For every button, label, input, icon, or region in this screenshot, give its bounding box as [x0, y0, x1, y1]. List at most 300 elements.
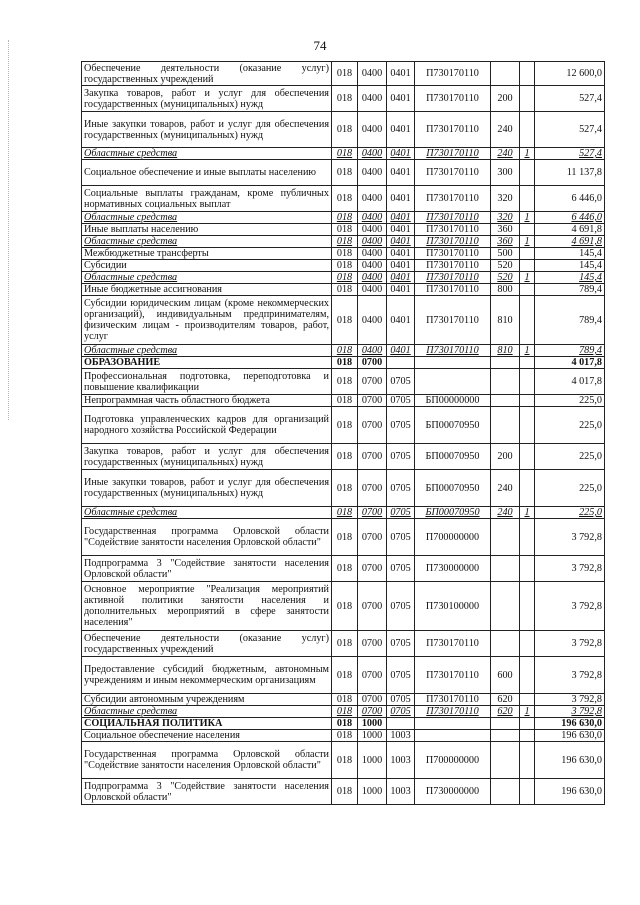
table-row	[82, 160, 605, 186]
row-amount: 3 792,8	[535, 657, 605, 694]
margin-scan-line	[8, 40, 10, 420]
row-target-article: БП00070950	[415, 444, 491, 470]
table-row	[82, 148, 605, 160]
budget-table	[81, 61, 605, 805]
row-target-article: П730170110	[415, 272, 491, 284]
table-row	[82, 296, 605, 345]
row-target-article: П730170110	[415, 86, 491, 112]
row-ved-code: 018	[332, 224, 358, 236]
row-expense-type	[491, 582, 520, 631]
row-funding-source	[520, 186, 535, 212]
row-target-article: П730170110	[415, 112, 491, 148]
row-ved-code: 018	[332, 160, 358, 186]
row-subsection-code: 0705	[387, 519, 415, 556]
row-target-article: П730000000	[415, 779, 491, 805]
row-expense-type: 200	[491, 86, 520, 112]
row-expense-type: 240	[491, 112, 520, 148]
table-row	[82, 407, 605, 444]
row-section-code: 0400	[358, 62, 387, 86]
row-target-article	[415, 369, 491, 395]
row-subsection-code	[387, 718, 415, 730]
row-section-code: 0700	[358, 395, 387, 407]
row-name: Субсидии	[82, 260, 332, 272]
row-name: Областные средства	[82, 212, 332, 224]
row-name: Социальное обеспечение и иные выплаты населению	[82, 160, 332, 186]
row-expense-type: 600	[491, 657, 520, 694]
row-ved-code: 018	[332, 718, 358, 730]
row-subsection-code: 0401	[387, 236, 415, 248]
row-funding-source	[520, 519, 535, 556]
row-subsection-code: 0401	[387, 160, 415, 186]
row-name: Предоставление субсидий бюджетным, автономным учреждениям и иным некоммерческим организациям	[82, 657, 332, 694]
table-row	[82, 779, 605, 805]
row-expense-type: 320	[491, 212, 520, 224]
row-expense-type	[491, 779, 520, 805]
row-target-article: П730170110	[415, 631, 491, 657]
row-funding-source	[520, 62, 535, 86]
row-target-article: П730170110	[415, 186, 491, 212]
row-expense-type: 620	[491, 694, 520, 706]
row-subsection-code: 0401	[387, 272, 415, 284]
row-expense-type: 520	[491, 260, 520, 272]
row-subsection-code: 0705	[387, 657, 415, 694]
row-section-code: 0400	[358, 260, 387, 272]
row-funding-source	[520, 742, 535, 779]
row-section-code: 1000	[358, 742, 387, 779]
row-target-article	[415, 718, 491, 730]
row-funding-source	[520, 407, 535, 444]
row-funding-source: 1	[520, 212, 535, 224]
row-amount: 6 446,0	[535, 212, 605, 224]
row-ved-code: 018	[332, 236, 358, 248]
row-name: Межбюджетные трансферты	[82, 248, 332, 260]
table-row	[82, 248, 605, 260]
row-name: Непрограммная часть областного бюджета	[82, 395, 332, 407]
row-name: Профессиональная подготовка, переподготовка и повышение квалификации	[82, 369, 332, 395]
row-subsection-code: 0705	[387, 694, 415, 706]
row-ved-code: 018	[332, 148, 358, 160]
row-section-code: 0700	[358, 706, 387, 718]
row-expense-type: 520	[491, 272, 520, 284]
row-funding-source: 1	[520, 345, 535, 357]
row-ved-code: 018	[332, 694, 358, 706]
row-name: Субсидии автономным учреждениям	[82, 694, 332, 706]
row-section-code: 0700	[358, 657, 387, 694]
row-expense-type: 320	[491, 186, 520, 212]
row-expense-type	[491, 556, 520, 582]
table-row	[82, 260, 605, 272]
table-row	[82, 224, 605, 236]
row-ved-code: 018	[332, 519, 358, 556]
row-target-article: П730170110	[415, 236, 491, 248]
row-funding-source	[520, 395, 535, 407]
table-row	[82, 86, 605, 112]
row-amount: 225,0	[535, 444, 605, 470]
row-subsection-code: 0705	[387, 444, 415, 470]
row-expense-type	[491, 718, 520, 730]
row-funding-source	[520, 369, 535, 395]
row-section-code: 0700	[358, 519, 387, 556]
row-ved-code: 018	[332, 357, 358, 369]
row-amount: 196 630,0	[535, 742, 605, 779]
row-subsection-code: 0705	[387, 395, 415, 407]
row-target-article: П730170110	[415, 148, 491, 160]
row-funding-source	[520, 444, 535, 470]
row-target-article	[415, 730, 491, 742]
row-expense-type: 360	[491, 224, 520, 236]
row-amount: 12 600,0	[535, 62, 605, 86]
row-expense-type: 810	[491, 345, 520, 357]
row-name: Областные средства	[82, 507, 332, 519]
row-ved-code: 018	[332, 444, 358, 470]
row-funding-source	[520, 730, 535, 742]
row-section-code: 0700	[358, 369, 387, 395]
row-name: Подпрограмма 3 "Содействие занятости населения Орловской области"	[82, 556, 332, 582]
row-section-code: 0700	[358, 582, 387, 631]
row-funding-source: 1	[520, 236, 535, 248]
row-amount: 225,0	[535, 407, 605, 444]
row-section-code: 0700	[358, 507, 387, 519]
row-section-code: 0700	[358, 407, 387, 444]
row-section-code: 0400	[358, 272, 387, 284]
row-ved-code: 018	[332, 62, 358, 86]
row-funding-source	[520, 86, 535, 112]
row-ved-code: 018	[332, 706, 358, 718]
row-section-code: 0400	[358, 86, 387, 112]
row-expense-type: 800	[491, 284, 520, 296]
table-row	[82, 357, 605, 369]
row-section-code: 0700	[358, 556, 387, 582]
row-subsection-code: 0705	[387, 470, 415, 507]
row-subsection-code: 0401	[387, 186, 415, 212]
row-amount: 789,4	[535, 296, 605, 345]
row-funding-source: 1	[520, 706, 535, 718]
row-amount: 196 630,0	[535, 718, 605, 730]
row-section-code: 0700	[358, 631, 387, 657]
row-amount: 6 446,0	[535, 186, 605, 212]
table-row	[82, 112, 605, 148]
row-name: Иные закупки товаров, работ и услуг для обеспечения государственных (муниципальных) нужд	[82, 112, 332, 148]
table-row	[82, 718, 605, 730]
row-section-code: 0700	[358, 694, 387, 706]
row-name: Социальное обеспечение населения	[82, 730, 332, 742]
row-section-code: 0400	[358, 212, 387, 224]
row-ved-code: 018	[332, 296, 358, 345]
table-row	[82, 507, 605, 519]
row-section-code: 0400	[358, 160, 387, 186]
row-subsection-code: 0401	[387, 248, 415, 260]
row-name: Обеспечение деятельности (оказание услуг) государственных учреждений	[82, 631, 332, 657]
row-name: ОБРАЗОВАНИЕ	[82, 357, 332, 369]
row-amount: 527,4	[535, 86, 605, 112]
row-target-article: П730170110	[415, 212, 491, 224]
row-amount: 3 792,8	[535, 694, 605, 706]
row-name: Областные средства	[82, 148, 332, 160]
row-expense-type	[491, 357, 520, 369]
row-target-article	[415, 357, 491, 369]
row-expense-type	[491, 62, 520, 86]
row-target-article: П730170110	[415, 260, 491, 272]
row-subsection-code: 1003	[387, 742, 415, 779]
table-row	[82, 186, 605, 212]
row-subsection-code: 0705	[387, 369, 415, 395]
row-section-code: 0400	[358, 345, 387, 357]
row-name: Закупка товаров, работ и услуг для обеспечения государственных (муниципальных) нужд	[82, 86, 332, 112]
row-target-article: П700000000	[415, 742, 491, 779]
table-row	[82, 236, 605, 248]
row-target-article: БП00000000	[415, 395, 491, 407]
row-target-article: П730170110	[415, 224, 491, 236]
row-funding-source	[520, 284, 535, 296]
row-expense-type: 300	[491, 160, 520, 186]
row-funding-source	[520, 112, 535, 148]
row-ved-code: 018	[332, 730, 358, 742]
table-row	[82, 730, 605, 742]
row-name: Закупка товаров, работ и услуг для обеспечения государственных (муниципальных) нужд	[82, 444, 332, 470]
row-amount: 527,4	[535, 112, 605, 148]
row-target-article: П730170110	[415, 706, 491, 718]
row-subsection-code: 0401	[387, 148, 415, 160]
row-funding-source	[520, 296, 535, 345]
row-section-code: 0400	[358, 186, 387, 212]
table-row	[82, 582, 605, 631]
row-amount: 4 017,8	[535, 369, 605, 395]
row-ved-code: 018	[332, 631, 358, 657]
table-row	[82, 742, 605, 779]
table-row	[82, 62, 605, 86]
row-expense-type	[491, 730, 520, 742]
row-target-article: П730100000	[415, 582, 491, 631]
row-subsection-code: 0705	[387, 582, 415, 631]
row-section-code: 1000	[358, 779, 387, 805]
row-amount: 11 137,8	[535, 160, 605, 186]
row-ved-code: 018	[332, 657, 358, 694]
row-ved-code: 018	[332, 742, 358, 779]
row-subsection-code: 0705	[387, 407, 415, 444]
row-subsection-code: 0401	[387, 86, 415, 112]
row-expense-type: 810	[491, 296, 520, 345]
row-expense-type	[491, 742, 520, 779]
row-subsection-code: 0401	[387, 224, 415, 236]
row-name: Подпрограмма 3 "Содействие занятости населения Орловской области"	[82, 779, 332, 805]
table-row	[82, 272, 605, 284]
row-expense-type	[491, 519, 520, 556]
row-section-code: 0700	[358, 470, 387, 507]
row-ved-code: 018	[332, 284, 358, 296]
row-target-article: П730000000	[415, 556, 491, 582]
table-row	[82, 212, 605, 224]
row-funding-source	[520, 260, 535, 272]
row-target-article: БП00070950	[415, 407, 491, 444]
row-funding-source	[520, 582, 535, 631]
row-ved-code: 018	[332, 779, 358, 805]
row-name: Областные средства	[82, 345, 332, 357]
budget-table-body	[82, 62, 605, 805]
row-funding-source	[520, 718, 535, 730]
table-row	[82, 631, 605, 657]
row-funding-source	[520, 779, 535, 805]
row-name: Иные выплаты населению	[82, 224, 332, 236]
row-funding-source	[520, 224, 535, 236]
row-expense-type: 240	[491, 148, 520, 160]
row-ved-code: 018	[332, 112, 358, 148]
row-target-article: П730170110	[415, 284, 491, 296]
table-row	[82, 519, 605, 556]
row-funding-source	[520, 160, 535, 186]
row-amount: 225,0	[535, 470, 605, 507]
table-row	[82, 706, 605, 718]
row-section-code: 0400	[358, 296, 387, 345]
row-name: Социальные выплаты гражданам, кроме публичных нормативных социальных выплат	[82, 186, 332, 212]
row-section-code: 0400	[358, 112, 387, 148]
row-subsection-code: 1003	[387, 730, 415, 742]
row-amount: 3 792,8	[535, 582, 605, 631]
row-amount: 3 792,8	[535, 556, 605, 582]
row-amount: 145,4	[535, 260, 605, 272]
row-subsection-code: 0401	[387, 260, 415, 272]
row-ved-code: 018	[332, 345, 358, 357]
row-subsection-code: 0401	[387, 62, 415, 86]
table-row	[82, 395, 605, 407]
row-expense-type	[491, 631, 520, 657]
row-name: СОЦИАЛЬНАЯ ПОЛИТИКА	[82, 718, 332, 730]
row-name: Государственная программа Орловской области "Содействие занятости населения Орловской области"	[82, 742, 332, 779]
row-amount: 225,0	[535, 507, 605, 519]
table-row	[82, 556, 605, 582]
row-target-article: П730170110	[415, 345, 491, 357]
row-amount: 225,0	[535, 395, 605, 407]
row-section-code: 0400	[358, 236, 387, 248]
table-row	[82, 470, 605, 507]
row-target-article: П730170110	[415, 694, 491, 706]
row-funding-source	[520, 694, 535, 706]
row-funding-source: 1	[520, 148, 535, 160]
row-section-code: 0400	[358, 248, 387, 260]
row-section-code: 0400	[358, 284, 387, 296]
row-ved-code: 018	[332, 470, 358, 507]
row-ved-code: 018	[332, 395, 358, 407]
row-subsection-code: 1003	[387, 779, 415, 805]
row-amount: 789,4	[535, 284, 605, 296]
row-name: Иные закупки товаров, работ и услуг для обеспечения государственных (муниципальных) нужд	[82, 470, 332, 507]
row-amount: 196 630,0	[535, 730, 605, 742]
row-ved-code: 018	[332, 212, 358, 224]
row-expense-type: 200	[491, 444, 520, 470]
row-target-article: П730170110	[415, 62, 491, 86]
row-name: Областные средства	[82, 272, 332, 284]
row-amount: 4 691,8	[535, 236, 605, 248]
row-funding-source: 1	[520, 507, 535, 519]
row-target-article: П730170110	[415, 248, 491, 260]
row-amount: 527,4	[535, 148, 605, 160]
row-target-article: БП00070950	[415, 470, 491, 507]
row-amount: 3 792,8	[535, 631, 605, 657]
row-target-article: БП00070950	[415, 507, 491, 519]
row-section-code: 1000	[358, 718, 387, 730]
row-ved-code: 018	[332, 369, 358, 395]
row-expense-type: 240	[491, 507, 520, 519]
table-row	[82, 694, 605, 706]
row-expense-type	[491, 395, 520, 407]
row-funding-source	[520, 556, 535, 582]
row-funding-source	[520, 248, 535, 260]
row-ved-code: 018	[332, 86, 358, 112]
row-subsection-code: 0401	[387, 212, 415, 224]
row-name: Областные средства	[82, 706, 332, 718]
row-name: Обеспечение деятельности (оказание услуг) государственных учреждений	[82, 62, 332, 86]
row-subsection-code	[387, 357, 415, 369]
row-ved-code: 018	[332, 186, 358, 212]
row-expense-type: 620	[491, 706, 520, 718]
row-expense-type: 360	[491, 236, 520, 248]
row-section-code: 1000	[358, 730, 387, 742]
row-ved-code: 018	[332, 260, 358, 272]
row-amount: 789,4	[535, 345, 605, 357]
row-ved-code: 018	[332, 272, 358, 284]
row-amount: 3 792,8	[535, 519, 605, 556]
table-row	[82, 444, 605, 470]
row-ved-code: 018	[332, 507, 358, 519]
row-subsection-code: 0705	[387, 507, 415, 519]
row-target-article: П730170110	[415, 296, 491, 345]
row-funding-source	[520, 657, 535, 694]
row-amount: 3 792,8	[535, 706, 605, 718]
row-name: Областные средства	[82, 236, 332, 248]
row-name: Государственная программа Орловской области "Содействие занятости населения Орловской области"	[82, 519, 332, 556]
table-row	[82, 345, 605, 357]
row-expense-type	[491, 369, 520, 395]
row-expense-type	[491, 407, 520, 444]
row-section-code: 0400	[358, 224, 387, 236]
row-ved-code: 018	[332, 248, 358, 260]
row-subsection-code: 0401	[387, 284, 415, 296]
row-name: Основное мероприятие "Реализация мероприятий активной политики занятости населения и дополнительных мероприятий в сфере занятости населения"	[82, 582, 332, 631]
row-target-article: П730170110	[415, 160, 491, 186]
row-amount: 145,4	[535, 272, 605, 284]
row-ved-code: 018	[332, 407, 358, 444]
row-section-code: 0700	[358, 444, 387, 470]
table-row	[82, 369, 605, 395]
row-amount: 4 691,8	[535, 224, 605, 236]
row-ved-code: 018	[332, 582, 358, 631]
row-subsection-code: 0705	[387, 706, 415, 718]
row-subsection-code: 0401	[387, 112, 415, 148]
row-funding-source	[520, 357, 535, 369]
row-target-article: П700000000	[415, 519, 491, 556]
table-row	[82, 657, 605, 694]
row-amount: 4 017,8	[535, 357, 605, 369]
row-subsection-code: 0705	[387, 631, 415, 657]
row-name: Подготовка управленческих кадров для организаций народного хозяйства Российской Федерации	[82, 407, 332, 444]
row-funding-source	[520, 631, 535, 657]
table-row	[82, 284, 605, 296]
row-subsection-code: 0401	[387, 296, 415, 345]
row-ved-code: 018	[332, 556, 358, 582]
row-name: Иные бюджетные ассигнования	[82, 284, 332, 296]
row-funding-source	[520, 470, 535, 507]
row-amount: 196 630,0	[535, 779, 605, 805]
row-subsection-code: 0705	[387, 556, 415, 582]
row-target-article: П730170110	[415, 657, 491, 694]
page-number: 74	[313, 38, 327, 53]
row-name: Субсидии юридическим лицам (кроме некоммерческих организаций), индивидуальным предпринимателям, физическим лицам - производителям товаров, работ, услуг	[82, 296, 332, 345]
row-funding-source: 1	[520, 272, 535, 284]
row-section-code: 0700	[358, 357, 387, 369]
row-expense-type: 240	[491, 470, 520, 507]
row-expense-type: 500	[491, 248, 520, 260]
row-subsection-code: 0401	[387, 345, 415, 357]
row-section-code: 0400	[358, 148, 387, 160]
